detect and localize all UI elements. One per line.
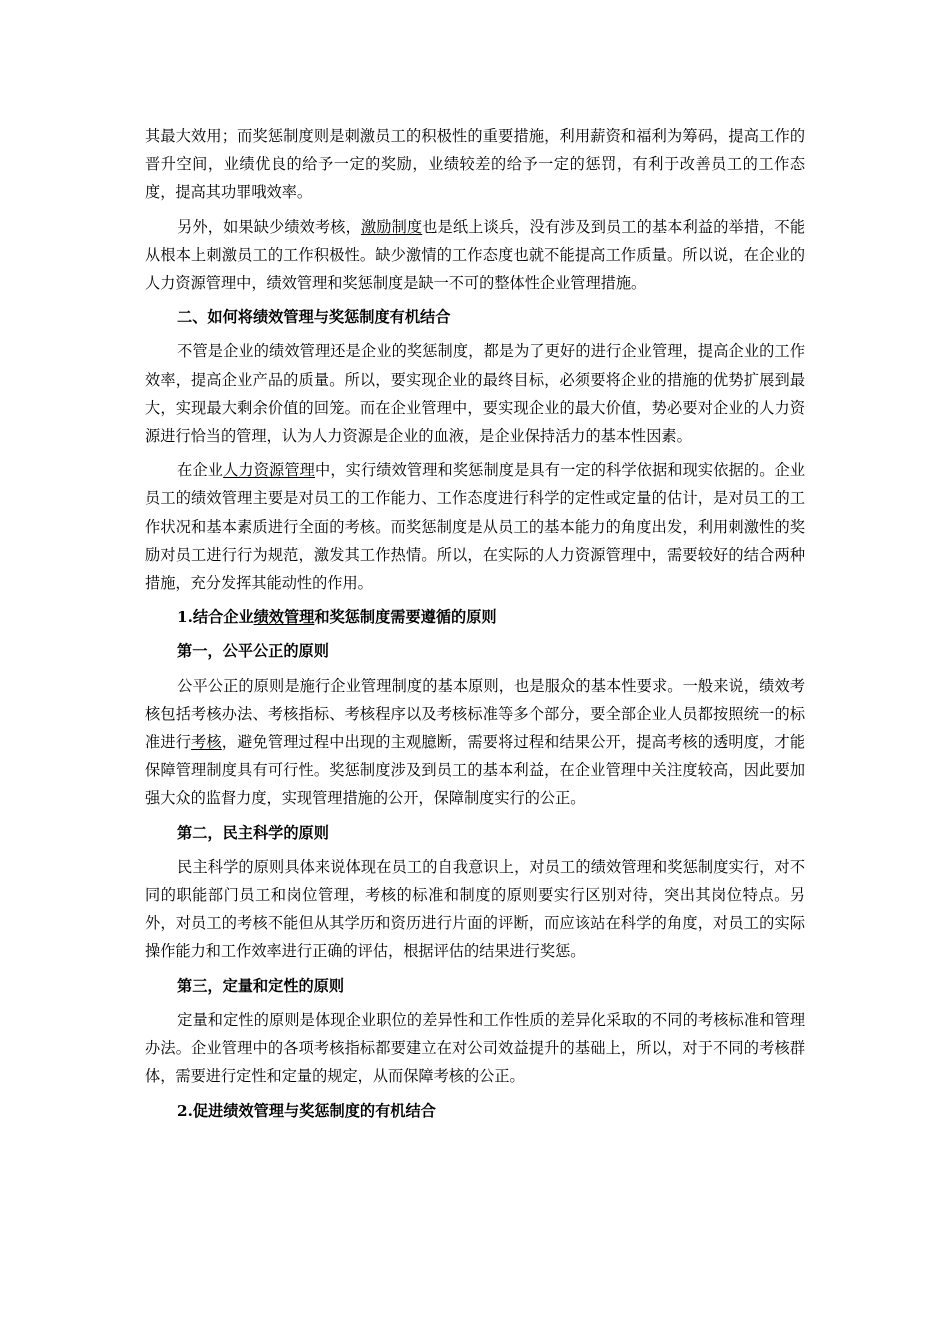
text-run: 在企业 [177,461,224,480]
section-heading [145,972,805,1000]
hyperlink-term[interactable]: 人力资源管理 [223,461,315,480]
section-heading [145,303,805,331]
text-run: 第三，定量和定性的原则 [177,976,345,995]
text-run: 和奖惩制度需要遵循的原则 [314,608,497,627]
text-run: 第一，公平公正的原则 [177,642,329,661]
text-run: 其最大效用；而奖惩制度则是刺激员工的积极性的重要措施，利用薪资和福利为筹码，提高工作的晋升空间，业绩优良的给予一定的奖励，业绩较差的给予一定的惩罚，有利于改善员工的工作态度，提高其功罪哦效率。 [145,127,805,202]
section-heading [145,637,805,665]
hyperlink-term[interactable]: 考核 [191,733,222,752]
hyperlink-term[interactable]: 激励制度 [360,217,423,236]
text-run: 1.结合企业 [177,608,254,627]
body-paragraph [145,672,805,813]
body-paragraph [145,456,805,597]
text-run: 二、如何将绩效管理与奖惩制度有机结合 [177,308,451,327]
section-heading [145,603,805,631]
hyperlink-term[interactable]: 绩效管理 [253,608,315,627]
text-run: ，避免管理过程中出现的主观臆断，需要将过程和结果公开，提高考核的透明度，才能保障管理制度具有可行性。奖惩制度涉及到员工的基本利益，在企业管理中关注度较高，因此要加强大众的监督力度，实现管理措施的公开，保障制度实行的公正。 [145,733,806,808]
text-run: 公平公正的原则是施行企业管理制度的基本原则，也是服众的基本性要求。一般来说，绩效考核包括考核办法、考核指标、考核程序以及考核标准等多个部分，要全部企业人员都按照统一的标准进行 [145,676,805,752]
body-paragraph [145,853,805,966]
text-run: 也是纸上谈兵，没有涉及到员工的基本利益的举措，不能从根本上刺激员工的工作积极性。缺少激情的工作态度也就不能提高工作质量。所以说，在企业的人力资源管理中，绩效管理和奖惩制度是缺一不可的整体性企业管理措施。 [145,217,806,293]
section-heading [145,1097,805,1125]
text-run: 另外，如果缺少绩效考核， [177,217,361,236]
text-run: 不管是企业的绩效管理还是企业的奖惩制度，都是为了更好的进行企业管理，提高企业的工作效率，提高企业产品的质量。所以，要实现企业的最终目标，必须要将企业的措施的优势扩展到最大，实现最大剩余价值的回笼。而在企业管理中，要实现企业的最大价值，势必要对企业的人力资源进行恰当的管理，认为人力资源是企业的血液，是企业保持活力的基本性因素。 [145,342,805,446]
document-page [145,122,805,1131]
text-run: 定量和定性的原则是体现企业职位的差异性和工作性质的差异化采取的不同的考核标准和管理办法。企业管理中的各项考核指标都要建立在对公司效益提升的基础上，所以，对于不同的考核群体，需要进行定性和定量的规定，从而保障考核的公正。 [145,1010,805,1086]
text-run: 2.促进绩效管理与奖惩制度的有机结合 [177,1101,436,1120]
text-run: 第二，民主科学的原则 [177,823,329,842]
body-paragraph [145,213,805,298]
body-paragraph [145,122,805,207]
text-run: 民主科学的原则具体来说体现在员工的自我意识上，对员工的绩效管理和奖惩制度实行，对不同的职能部门员工和岗位管理，考核的标准和制度的原则要实行区别对待，突出其岗位特点。另外，对员工的考核不能但从其学历和资历进行片面的评断，而应该站在科学的角度，对员工的实际操作能力和工作效率进行正确的评估，根据评估的结果进行奖惩。 [145,857,805,961]
text-run: 中，实行绩效管理和奖惩制度是具有一定的科学依据和现实依据的。企业员工的绩效管理主要是对员工的工作能力、工作态度进行科学的定性或定量的估计，是对员工的工作状况和基本素质进行全面的考核。而奖惩制度是从员工的基本能力的角度出发，利用刺激性的奖励对员工进行行为规范，激发其工作热情。所以，在实际的人力资源管理中，需要较好的结合两种措施，充分发挥其能动性的作用。 [145,461,806,593]
body-paragraph [145,337,805,450]
body-paragraph [145,1006,805,1091]
section-heading [145,819,805,847]
